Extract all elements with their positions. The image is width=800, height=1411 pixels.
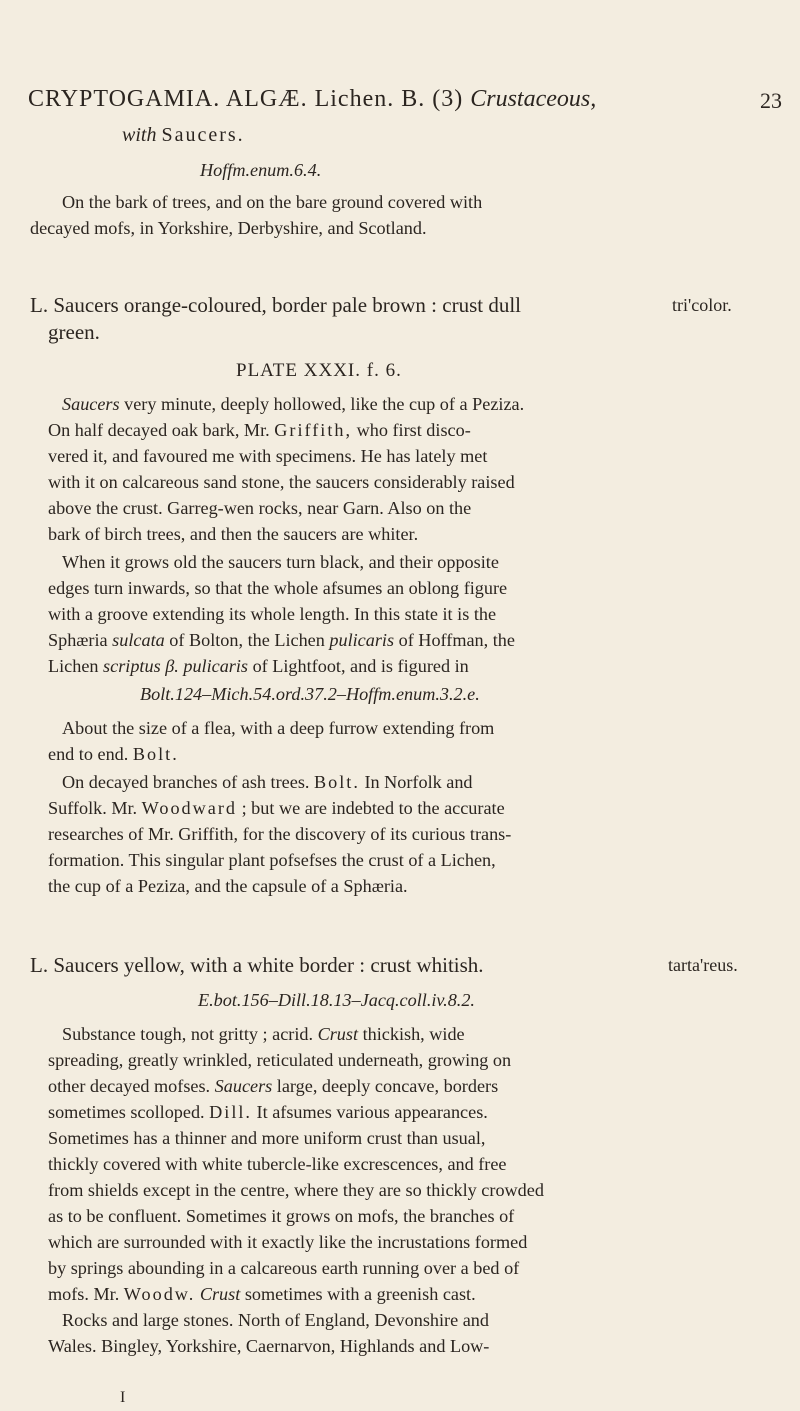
entry3-line-9: which are surrounded with it exactly like the incrustations formed xyxy=(48,1232,528,1252)
signature-mark: I xyxy=(120,1389,126,1406)
entry2-para2-line-5 xyxy=(48,656,469,677)
entry1-reference: Hoffm.enum.6.4. xyxy=(200,160,322,180)
entry2-species-name: tri'color. xyxy=(672,295,732,315)
entry2-sulcata: sulcata xyxy=(112,630,165,650)
running-head-italic: Crustaceous, xyxy=(470,86,597,112)
entry3-line-2: spreading, greatly wrinkled, reticulated underneath, growing on xyxy=(48,1050,512,1070)
entry2-para4-line-4: formation. This singular plant pofsefses the crust of a Lichen, xyxy=(48,850,496,870)
entry3-saucers-term: Saucers xyxy=(214,1076,273,1096)
entry2-para4-line-2-b: ; but we are indebted to the accurate xyxy=(241,798,505,818)
entry2-para1-line-4: with it on calcareous sand stone, the saucers considerably raised xyxy=(48,472,515,492)
entry2-para4-line-3: researches of Mr. Griffith, for the discovery of its curious trans- xyxy=(48,824,512,844)
entry3-line-13: Wales. Bingley, Yorkshire, Caernarvon, Highlands and Low- xyxy=(48,1336,490,1356)
entry3-line-4 xyxy=(48,1102,488,1123)
entry3-line-7: from shields except in the centre, where they are so thickly crowded xyxy=(48,1180,544,1200)
entry2-para2-line-4-c: of Bolton, the Lichen xyxy=(169,630,325,650)
entry2-para2-line-4-a: Sphæria xyxy=(48,630,108,650)
entry2-para2-line-2: edges turn inwards, so that the whole afsumes an oblong figure xyxy=(48,578,508,598)
entry2-description-line-2: green. xyxy=(48,320,100,344)
plate-reference: PLATE XXXI. f. 6. xyxy=(236,360,402,381)
entry3-line-4-a: sometimes scolloped. xyxy=(48,1102,205,1122)
entry2-para4-line-5: the cup of a Peziza, and the capsule of a Sphæria. xyxy=(48,876,408,896)
entry3-crust-term: Crust xyxy=(317,1024,359,1044)
entry2-scriptus: scriptus β. pulicaris xyxy=(103,656,249,676)
running-head xyxy=(28,86,708,113)
subhead-italic: with xyxy=(122,124,157,146)
entry2-para2-line-3: with a groove extending its whole length. In this state it is the xyxy=(48,604,497,624)
entry2-para4-line-2 xyxy=(48,798,505,819)
entry3-line-10: by springs abounding in a calcareous earth running over a bed of xyxy=(48,1258,520,1278)
entry2-references: Bolt.124–Mich.54.ord.37.2–Hoffm.enum.3.2.e. xyxy=(140,684,480,704)
entry2-para2-line-4 xyxy=(48,630,515,651)
entry3-line-8: as to be confluent. Sometimes it grows on mofs, the branches of xyxy=(48,1206,515,1226)
entry2-para1-line-3: vered it, and favoured me with specimens. He has lately met xyxy=(48,446,488,466)
entry3-line-11-a: mofs. Mr. xyxy=(48,1284,120,1304)
section-subhead xyxy=(122,124,245,147)
entry2-griffith: Griffith, xyxy=(274,420,353,440)
entry2-woodward: Woodward xyxy=(141,798,238,818)
entry2-saucers-term: Saucers xyxy=(62,394,120,414)
entry2-para3-line-1: About the size of a flea, with a deep furrow extending from xyxy=(62,718,495,738)
entry2-para1-line-1 xyxy=(62,394,524,415)
entry3-dill: Dill. xyxy=(209,1102,252,1122)
entry3-line-6: thickly covered with white tubercle-like excrescences, and free xyxy=(48,1154,507,1174)
subhead-caps: Saucers. xyxy=(161,124,245,146)
entry3-line-1-a: Substance tough, not gritty ; acrid. xyxy=(62,1024,314,1044)
page-number: 23 xyxy=(760,88,782,113)
entry2-para4-line-1-b: In Norfolk and xyxy=(364,772,473,792)
entry3-line-5: Sometimes has a thinner and more uniform crust than usual, xyxy=(48,1128,486,1148)
entry2-para2-line-5-a: Lichen xyxy=(48,656,99,676)
entry2-para1-line-5: above the crust. Garreg-wen rocks, near Garn. Also on the xyxy=(48,498,472,518)
entry3-line-3-c: large, deeply concave, borders xyxy=(276,1076,499,1096)
entry3-line-11 xyxy=(48,1284,476,1305)
entry3-references: E.bot.156–Dill.18.13–Jacq.coll.iv.8.2. xyxy=(198,990,475,1010)
entry2-bolt-2: Bolt. xyxy=(314,772,360,792)
entry3-crust-term-2: Crust xyxy=(199,1284,241,1304)
entry3-line-12: Rocks and large stones. North of England, Devonshire and xyxy=(62,1310,489,1330)
entry2-para4-line-1-a: On decayed branches of ash trees. xyxy=(62,772,310,792)
entry2-description-line-1: L. Saucers orange-coloured, border pale brown : crust dull xyxy=(30,293,521,317)
running-head-text: CRYPTOGAMIA. ALGÆ. Lichen. B. (3) xyxy=(28,86,464,112)
entry2-para4-line-2-a: Suffolk. Mr. xyxy=(48,798,138,818)
entry3-species-name: tarta'reus. xyxy=(668,955,738,975)
entry2-para1-line-2-a: On half decayed oak bark, Mr. xyxy=(48,420,270,440)
entry3-line-1-c: thickish, wide xyxy=(362,1024,465,1044)
entry2-para2-line-5-c: of Lightfoot, and is figured in xyxy=(252,656,469,676)
entry3-line-1 xyxy=(62,1024,465,1045)
entry2-para4-line-1 xyxy=(62,772,473,793)
entry2-pulicaris: pulicaris xyxy=(329,630,395,650)
entry2-para2-line-1: When it grows old the saucers turn black, and their opposite xyxy=(62,552,499,572)
entry1-habitat-line-2: decayed mofs, in Yorkshire, Derbyshire, and Scotland. xyxy=(30,218,427,238)
entry2-para1-line-1-text: very minute, deeply hollowed, like the cup of a Peziza. xyxy=(124,394,525,414)
entry2-para2-line-4-e: of Hoffman, the xyxy=(398,630,515,650)
entry3-line-3-a: other decayed mofses. xyxy=(48,1076,211,1096)
entry2-para1-line-6: bark of birch trees, and then the saucers are whiter. xyxy=(48,524,419,544)
entry2-bolt: Bolt. xyxy=(132,744,179,764)
entry2-para3-line-2 xyxy=(48,744,179,765)
entry3-woodw: Woodw. xyxy=(123,1284,196,1304)
entry3-description: L. Saucers yellow, with a white border : crust whitish. xyxy=(30,953,484,977)
entry3-line-11-c: sometimes with a greenish cast. xyxy=(244,1284,476,1304)
entry3-line-3 xyxy=(48,1076,498,1097)
entry2-para3-line-2-a: end to end. xyxy=(48,744,129,764)
entry2-para1-line-2-b: who first disco- xyxy=(356,420,471,440)
entry2-para1-line-2 xyxy=(48,420,471,441)
entry1-habitat-line-1: On the bark of trees, and on the bare ground covered with xyxy=(62,192,483,212)
entry3-line-4-b: It afsumes various appearances. xyxy=(256,1102,488,1122)
